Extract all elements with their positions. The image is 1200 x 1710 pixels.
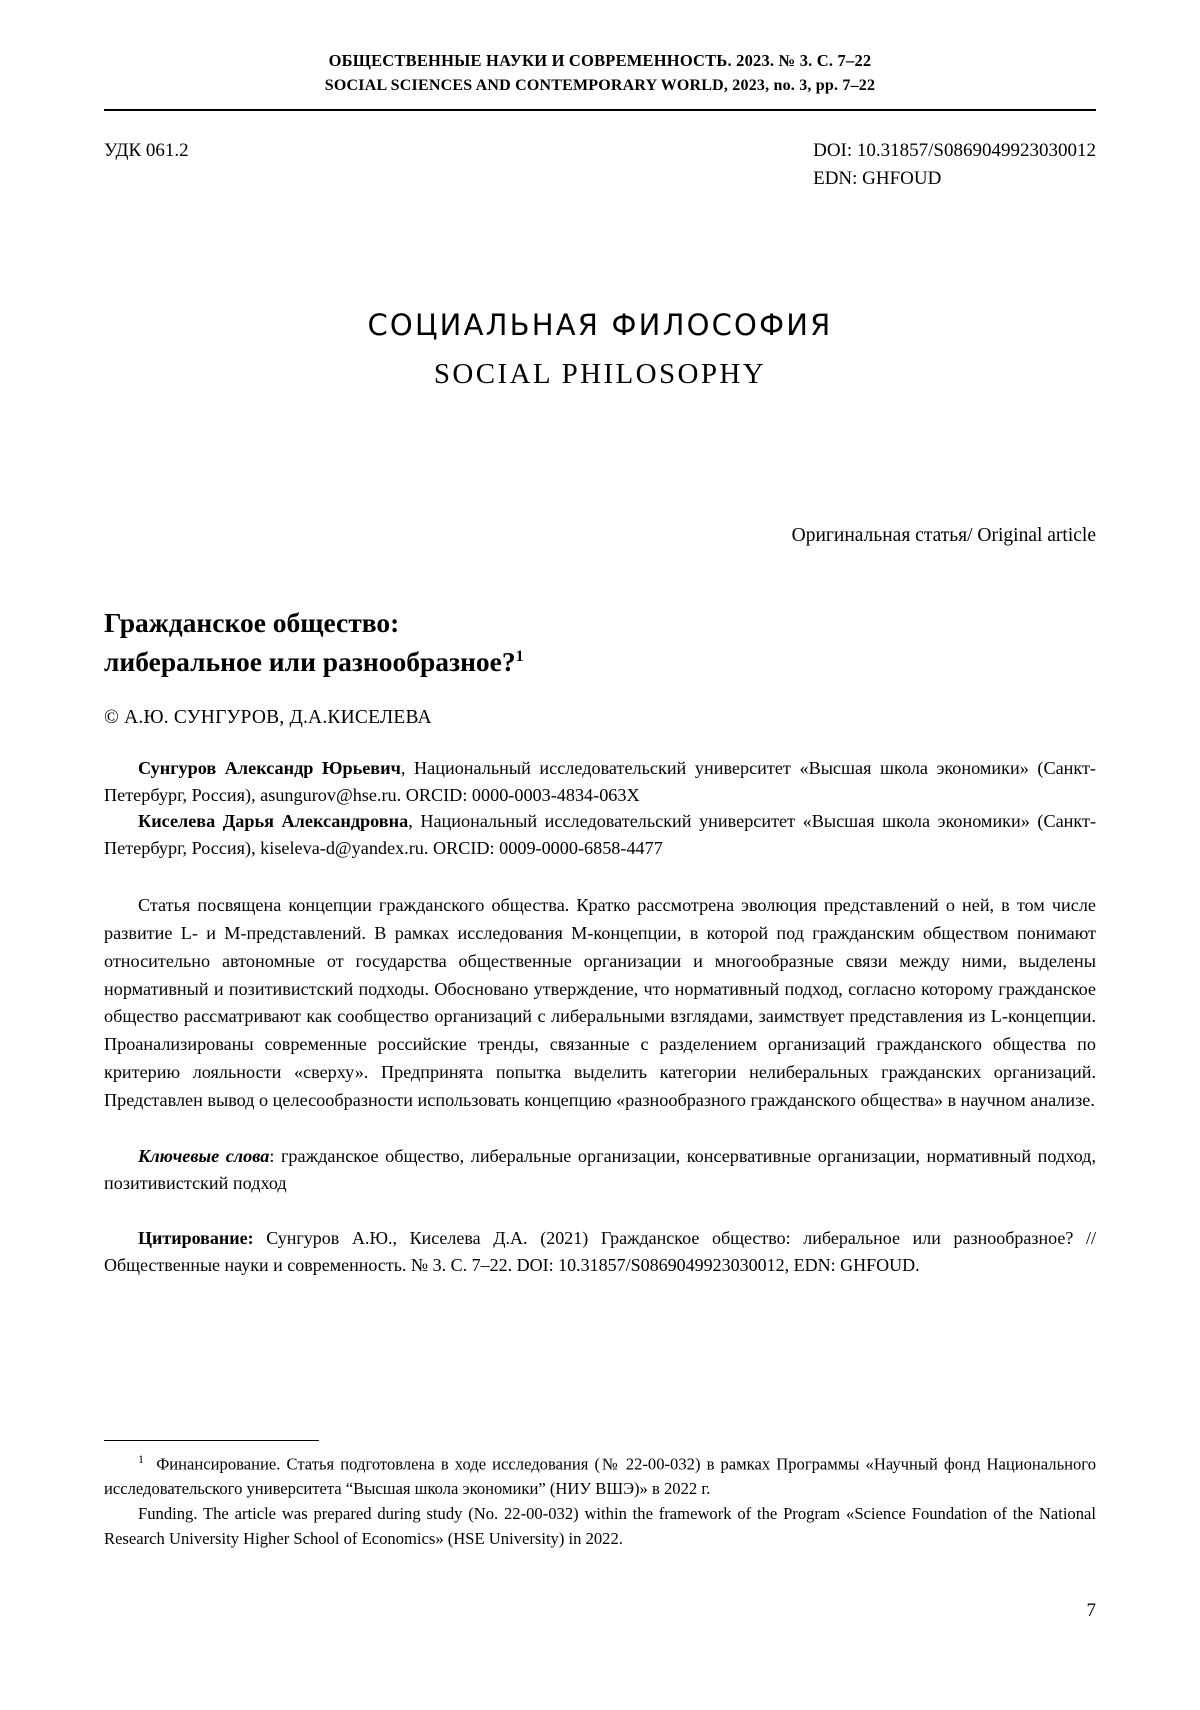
section-heading (104, 304, 1096, 396)
citation-line (104, 1225, 1096, 1279)
footnote-ru (104, 1451, 1096, 1502)
author-entry (104, 755, 1096, 809)
copyright-authors-line: © А.Ю. СУНГУРОВ, Д.А.КИСЕЛЕВА (104, 706, 432, 728)
citation-block (104, 1225, 1096, 1279)
keywords-label: Ключевые слова (138, 1145, 270, 1166)
title-footnote-marker[interactable]: 1 (515, 647, 524, 665)
doi-block (813, 137, 1096, 192)
author-entry (104, 808, 1096, 862)
footnote-block (104, 1451, 1096, 1552)
citation-text: Сунгуров А.Ю., Киселева Д.А. (2021) Гражданское общество: либеральное или разнообразное? // Общественные науки и современность. № 3. C. 7–22. DOI: 10.31857/S0869049923030012, EDN: GHFOUD. (104, 1228, 1096, 1276)
keywords-block (104, 1143, 1096, 1198)
footnote-ru-text: Финансирование. Статья подготовлена в ходе исследования (№ 22-00-032) в рамках Программы «Научный фонд Национального исследовательского университета “Высшая школа экономики” (НИУ ВШЭ)» в 2022 г. (104, 1454, 1097, 1499)
author-details: , Национальный исследовательский университет «Высшая школа экономики» (Санкт-Петербург, Россия), kiseleva-d@yandex.ru. ORCID: 0009-0000-6858-4477 (104, 811, 1097, 859)
article-type-label: Оригинальная статья/ Original article (791, 524, 1096, 546)
abstract-text: Статья посвящена концепции гражданского общества. Кратко рассмотрена эволюция представлений о ней, в том числе развитие L- и M-представлений. В рамках исследования M-концепции, в которой под гражданским обществом понимают относительно автономные от государства общественные организации и многообразные связи между ними, выделены нормативный и позитивистский подходы. Обосновано утверждение, что нормативный подход, согласно которому гражданское общество рассматривают как сообщество организаций с либеральными взглядами, заимствует представления из L-концепции. Проанализированы современные российские тренды, связанные с разделением организаций гражданского общества по критерию лояльности «сверху». Предпринята попытка выделить категории нелиберальных гражданских организаций. Представлен вывод о целесообразности использовать концепцию «разнообразного гражданского общества» в научном анализе. (104, 894, 1096, 1110)
header-divider (104, 109, 1096, 111)
title-line-2-text: либеральное или разнообразное? (104, 645, 516, 677)
section-heading-en: SOCIAL PHILOSOPHY (433, 357, 767, 390)
page-title (104, 603, 1096, 681)
edn-value: EDN: GHFOUD (813, 167, 942, 189)
author-name: Киселева Дарья Александровна (138, 811, 409, 832)
footnote-area (104, 1440, 1096, 1552)
title-line-2 (104, 642, 1096, 681)
running-head-en: SOCIAL SCIENCES AND CONTEMPORARY WORLD, 2023, no. 3, pp. 7–22 (324, 76, 876, 94)
abstract-block (104, 892, 1096, 1115)
running-head (104, 48, 1096, 98)
page-number: 7 (1086, 1600, 1096, 1621)
section-heading-ru: СОЦИАЛЬНАЯ ФИЛОСОФИЯ (367, 308, 833, 343)
doi-value[interactable]: DOI: 10.31857/S0869049923030012 (813, 140, 1096, 162)
keywords-line (104, 1143, 1096, 1198)
footnote-divider (104, 1440, 319, 1441)
footnote-marker: 1 (138, 1452, 144, 1466)
running-head-ru: ОБЩЕСТВЕННЫЕ НАУКИ И СОВРЕМЕННОСТЬ. 2023. № 3. C. 7–22 (328, 51, 872, 70)
author-affiliations (104, 755, 1096, 862)
citation-label: Цитирование: (138, 1228, 254, 1249)
title-line-1: Гражданское общество: (104, 606, 400, 638)
udk-code: УДК 061.2 (104, 140, 189, 162)
author-name: Сунгуров Александр Юрьевич (138, 757, 401, 778)
author-details: , Национальный исследовательский университет «Высшая школа экономики» (Санкт-Петербург, Россия), asungurov@hse.ru. ORCID: 0000-0003-4834-063X (104, 757, 1096, 805)
footnote-en: Funding. The article was prepared during study (No. 22-00-032) within the framework of the Program «Science Foundation of the National Research University Higher School of Economics» (HSE University) in 2022. (104, 1504, 1096, 1549)
identifier-row (104, 137, 1096, 192)
keywords-text: : гражданское общество, либеральные организации, консервативные организации, нормативный подход, позитивистский подход (104, 1145, 1096, 1194)
